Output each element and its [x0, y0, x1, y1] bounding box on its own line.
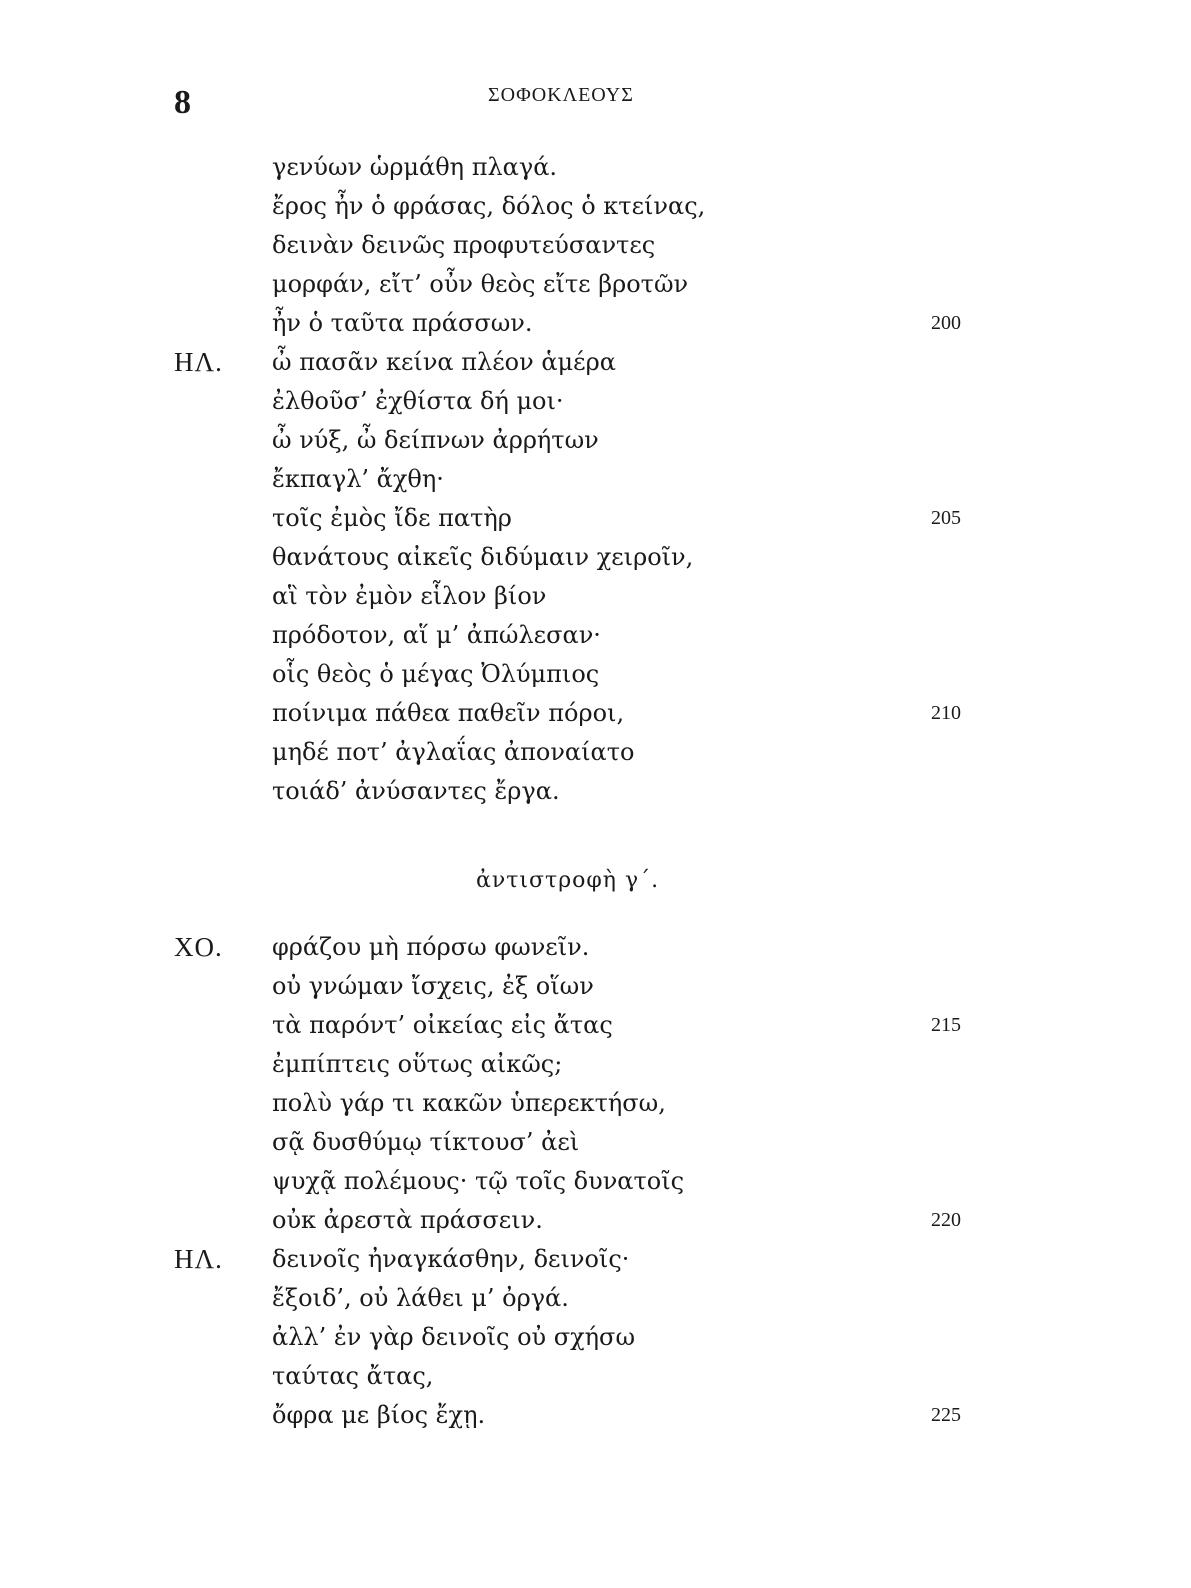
verse-text: αἳ τὸν ἐμὸν εἷλον βίον [272, 582, 547, 610]
section-heading: ἀντιστροφὴ γ΄. [476, 868, 660, 893]
verse-line [0, 265, 1191, 304]
verse-line [0, 187, 1191, 226]
verse-line [0, 343, 1191, 382]
verse-text: ἀλλ’ ἐν γὰρ δεινοῖς οὐ σχήσω [272, 1323, 636, 1351]
verse-line [0, 1279, 1191, 1318]
verse-line [0, 460, 1191, 499]
verse-text: ταύτας ἄτας, [272, 1362, 434, 1390]
verse-text: ἐλθοῦσ’ ἐχθίστα δή μοι· [272, 387, 564, 415]
verse-line [0, 226, 1191, 265]
verse-text: οὐ γνώμαν ἴσχεις, ἐξ οἵων [272, 972, 594, 1000]
verse-line [0, 655, 1191, 694]
verse-text: πρόδοτον, αἵ μ’ ἀπώλεσαν· [272, 621, 601, 649]
line-number: 205 [931, 507, 961, 529]
verse-text: μηδέ ποτ’ ἀγλαΐας ἀποναίατο [272, 738, 635, 766]
verse-line [0, 148, 1191, 187]
verse-line [0, 1318, 1191, 1357]
verse-line [0, 538, 1191, 577]
verse-text: ὦ νύξ, ὦ δείπνων ἀρρήτων [272, 426, 599, 454]
verse-line [0, 1357, 1191, 1396]
verse-line [0, 694, 1191, 733]
verse-text: τοιάδ’ ἀνύσαντες ἔργα. [272, 777, 560, 805]
verse-text: δεινὰν δεινῶς προφυτεύσαντες [272, 231, 656, 259]
verse-text: ἦν ὁ ταῦτα πράσσων. [272, 309, 533, 337]
verse-line [0, 1396, 1191, 1435]
verse-text: τοῖς ἐμὸς ἴδε πατὴρ [272, 504, 512, 532]
verse-line [0, 967, 1191, 1006]
verse-line [0, 421, 1191, 460]
speaker-label: ΗΛ. [174, 1244, 223, 1274]
verse-text: δεινοῖς ἠναγκάσθην, δεινοῖς· [272, 1245, 630, 1273]
verse-line [0, 616, 1191, 655]
page-number: 8 [174, 84, 191, 121]
verse-text: ὦ πασᾶν κείνα πλέον ἁμέρα [272, 348, 616, 376]
verse-text: οὐκ ἀρεστὰ πράσσειν. [272, 1206, 543, 1234]
verse-line [0, 1240, 1191, 1279]
verse-text: πολὺ γάρ τι κακῶν ὑπερεκτήσω, [272, 1089, 666, 1117]
verse-text: ἔξοιδ’, οὐ λάθει μ’ ὀργά. [272, 1284, 569, 1312]
verse-text: ἔρος ἦν ὁ φράσας, δόλος ὁ κτείνας, [272, 192, 706, 220]
running-title: ΣΟΦΟΚΛΕΟΥΣ [488, 84, 634, 106]
line-number: 200 [931, 312, 961, 334]
verse-block-1 [0, 148, 1191, 811]
line-number: 210 [931, 702, 961, 724]
verse-text: μορφάν, εἴτ’ οὖν θεὸς εἴτε βροτῶν [272, 270, 689, 298]
speaker-label: ΗΛ. [174, 347, 223, 377]
verse-line [0, 1201, 1191, 1240]
verse-line [0, 382, 1191, 421]
verse-text: θανάτους αἰκεῖς διδύμαιν χειροῖν, [272, 543, 694, 571]
verse-line [0, 928, 1191, 967]
verse-line [0, 733, 1191, 772]
verse-line [0, 1006, 1191, 1045]
verse-text: ψυχᾷ πολέμους· τῷ τοῖς δυνατοῖς [272, 1167, 685, 1195]
verse-line [0, 1084, 1191, 1123]
verse-text: ἐμπίπτεις οὕτως αἰκῶς; [272, 1050, 563, 1078]
line-number: 225 [931, 1404, 961, 1426]
verse-text: ποίνιμα πάθεα παθεῖν πόροι, [272, 699, 625, 727]
verse-line [0, 1045, 1191, 1084]
line-number: 220 [931, 1209, 961, 1231]
verse-text: φράζου μὴ πόρσω φωνεῖν. [272, 933, 590, 961]
verse-line [0, 1123, 1191, 1162]
speaker-label: ΧΟ. [174, 932, 223, 962]
verse-text: γενύων ὡρμάθη πλαγά. [272, 153, 558, 181]
verse-line [0, 577, 1191, 616]
verse-text: ὄφρα με βίος ἔχῃ. [272, 1401, 486, 1429]
verse-text: τὰ παρόντ’ οἰκείας εἰς ἄτας [272, 1011, 613, 1039]
verse-text: ἔκπαγλ’ ἄχθη· [272, 465, 444, 493]
verse-line [0, 1162, 1191, 1201]
line-number: 215 [931, 1014, 961, 1036]
verse-text: οἷς θεὸς ὁ μέγας Ὀλύμπιος [272, 660, 600, 688]
verse-text: σᾷ δυσθύμῳ τίκτουσ’ ἀεὶ [272, 1128, 580, 1156]
verse-block-2 [0, 928, 1191, 1435]
verse-line [0, 304, 1191, 343]
verse-line [0, 772, 1191, 811]
verse-line [0, 499, 1191, 538]
